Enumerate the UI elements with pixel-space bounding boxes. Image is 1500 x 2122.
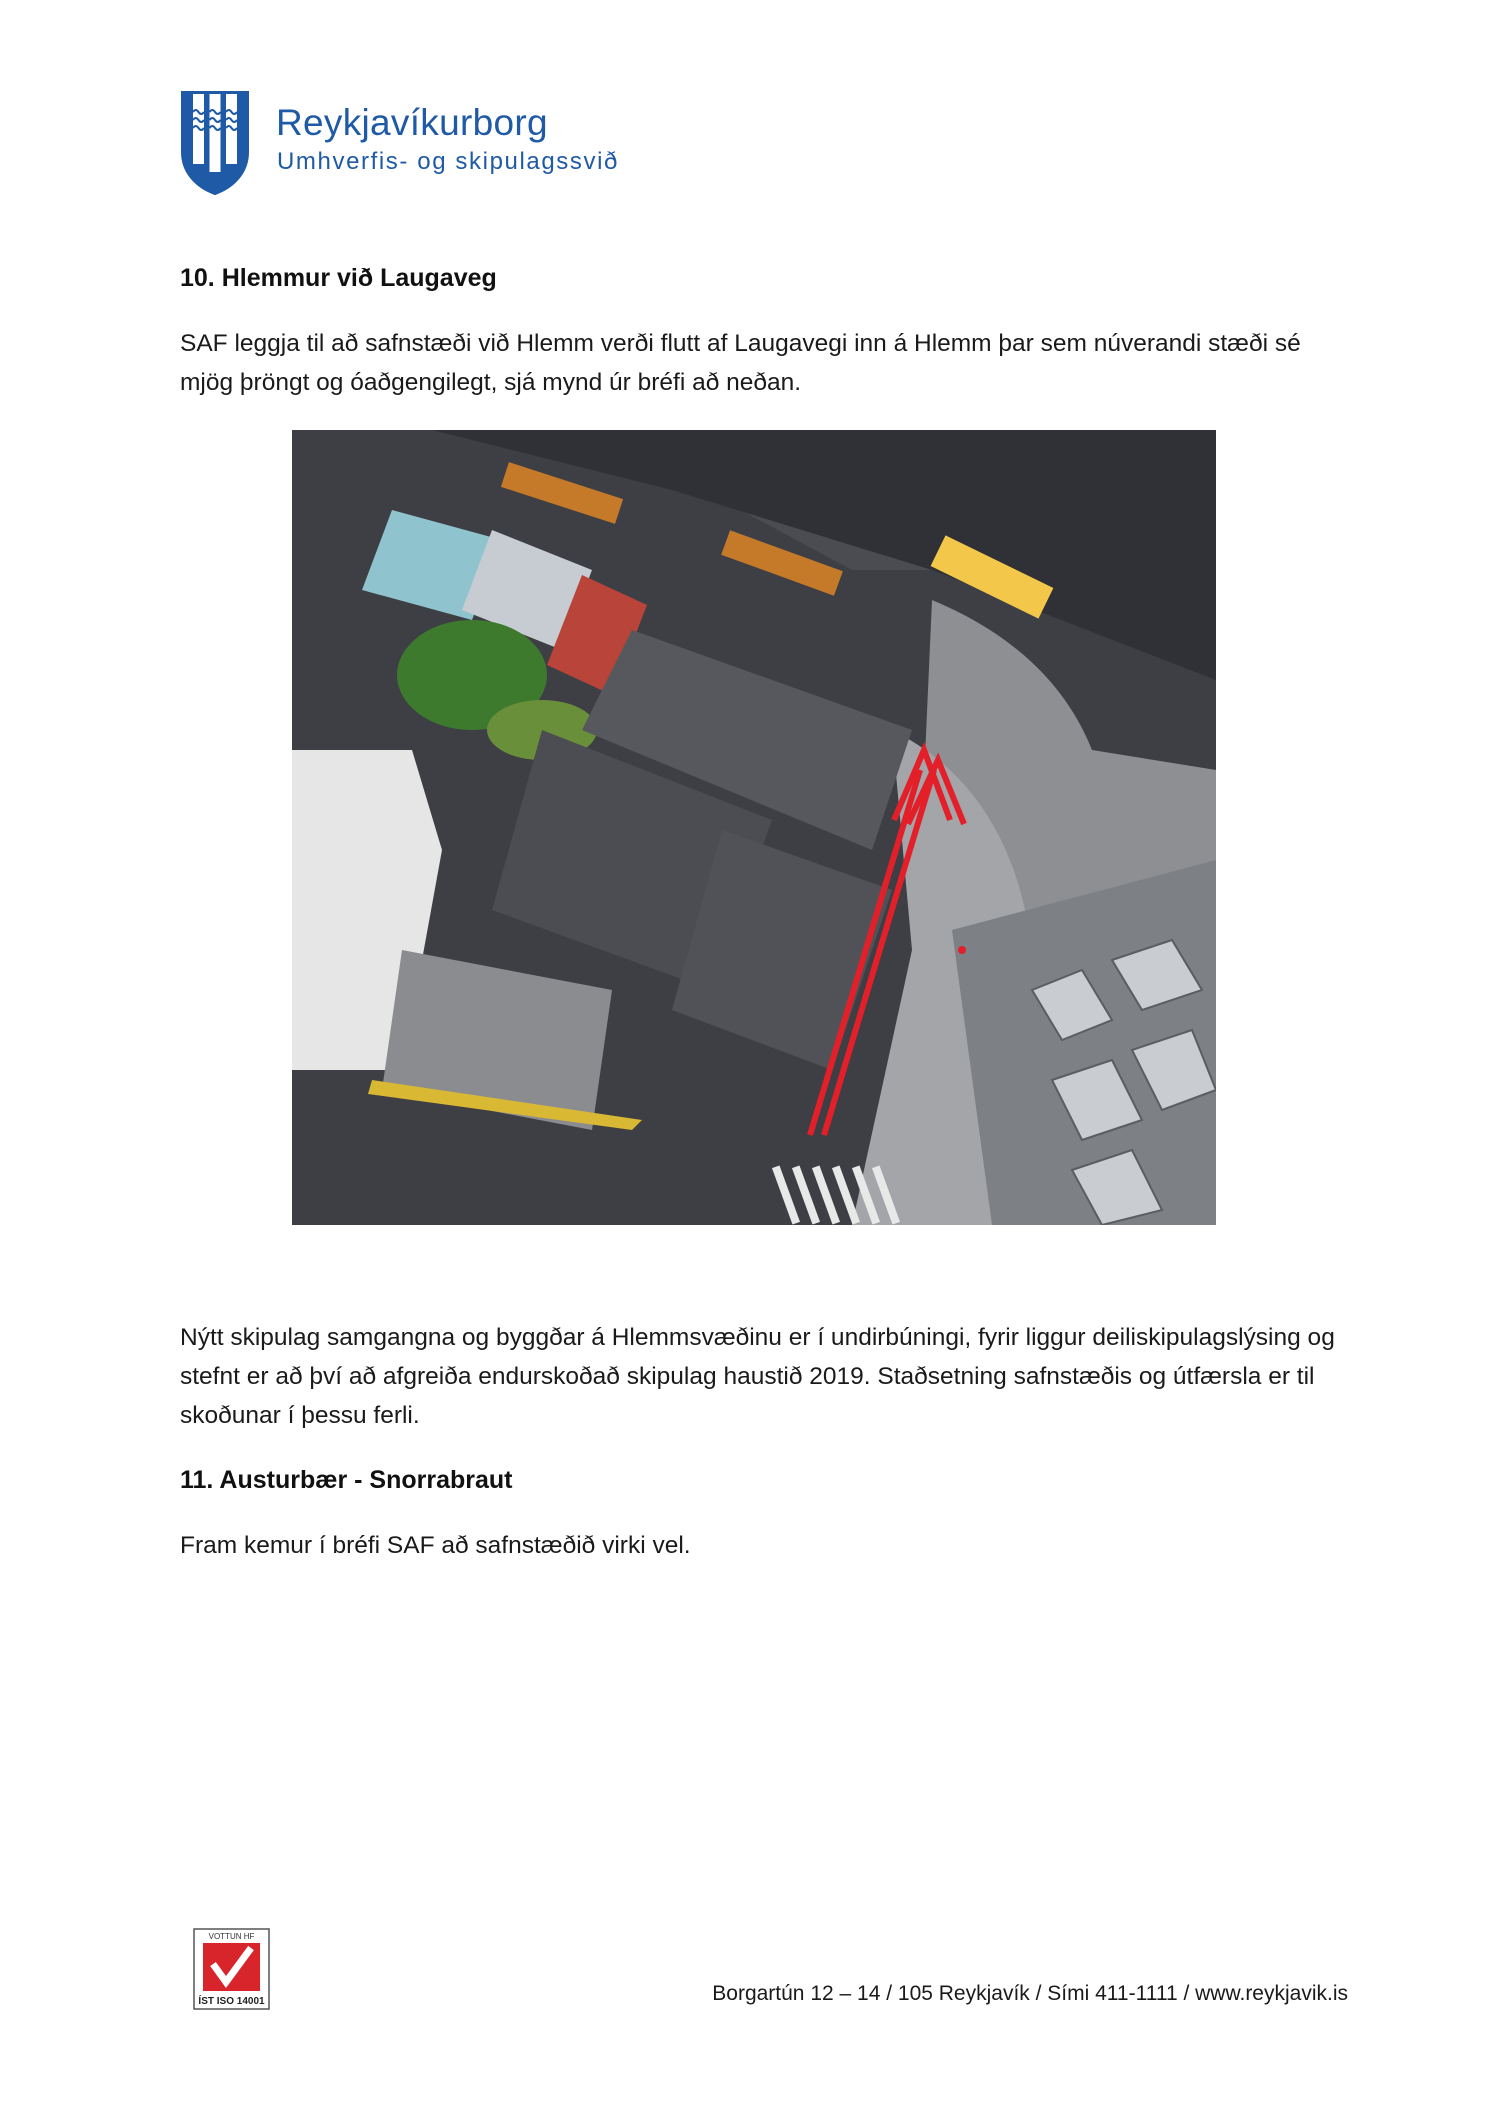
section-paragraph: SAF leggja til að safnstæði við Hlemm verði flutt af Laugavegi inn á Hlemm þar sem núverandi stæði sé mjög þröngt og óaðgengilegt, sjá mynd úr bréfi að neðan. [180, 330, 1301, 396]
badge-bottom-text: ÍST ISO 14001 [198, 1996, 265, 2007]
section-paragraph: Fram kemur í bréfi SAF að safnstæðið virki vel. [180, 1532, 691, 1559]
badge-top-text: VOTTUN HF [208, 1932, 255, 1941]
footer-address: Borgartún 12 – 14 / 105 Reykjavík / Sími 411-1111 / www.reykjavik.is [712, 1982, 1348, 2005]
iso-certification-badge-icon [193, 1928, 270, 2010]
city-shield-icon [180, 90, 250, 196]
section-paragraph: Nýtt skipulag samgangna og byggðar á Hlemmsvæðinu er í undirbúningi, fyrir liggur deiliskipulagslýsing og stefnt er að því að afgreiða endurskoðað skipulag haustið 2019. Staðsetning safnstæðis og útfærsla er til skoðunar í þessu ferli. [180, 1324, 1335, 1429]
section-heading: 11. Austurbær - Snorrabraut [180, 1466, 513, 1494]
aerial-photo [292, 430, 1216, 1225]
section-heading: 10. Hlemmur við Laugaveg [180, 264, 497, 292]
header-logo [180, 90, 620, 200]
org-name: Reykjavíkurborg [276, 102, 548, 143]
department-name: Umhverfis- og skipulagssvið [277, 148, 619, 175]
